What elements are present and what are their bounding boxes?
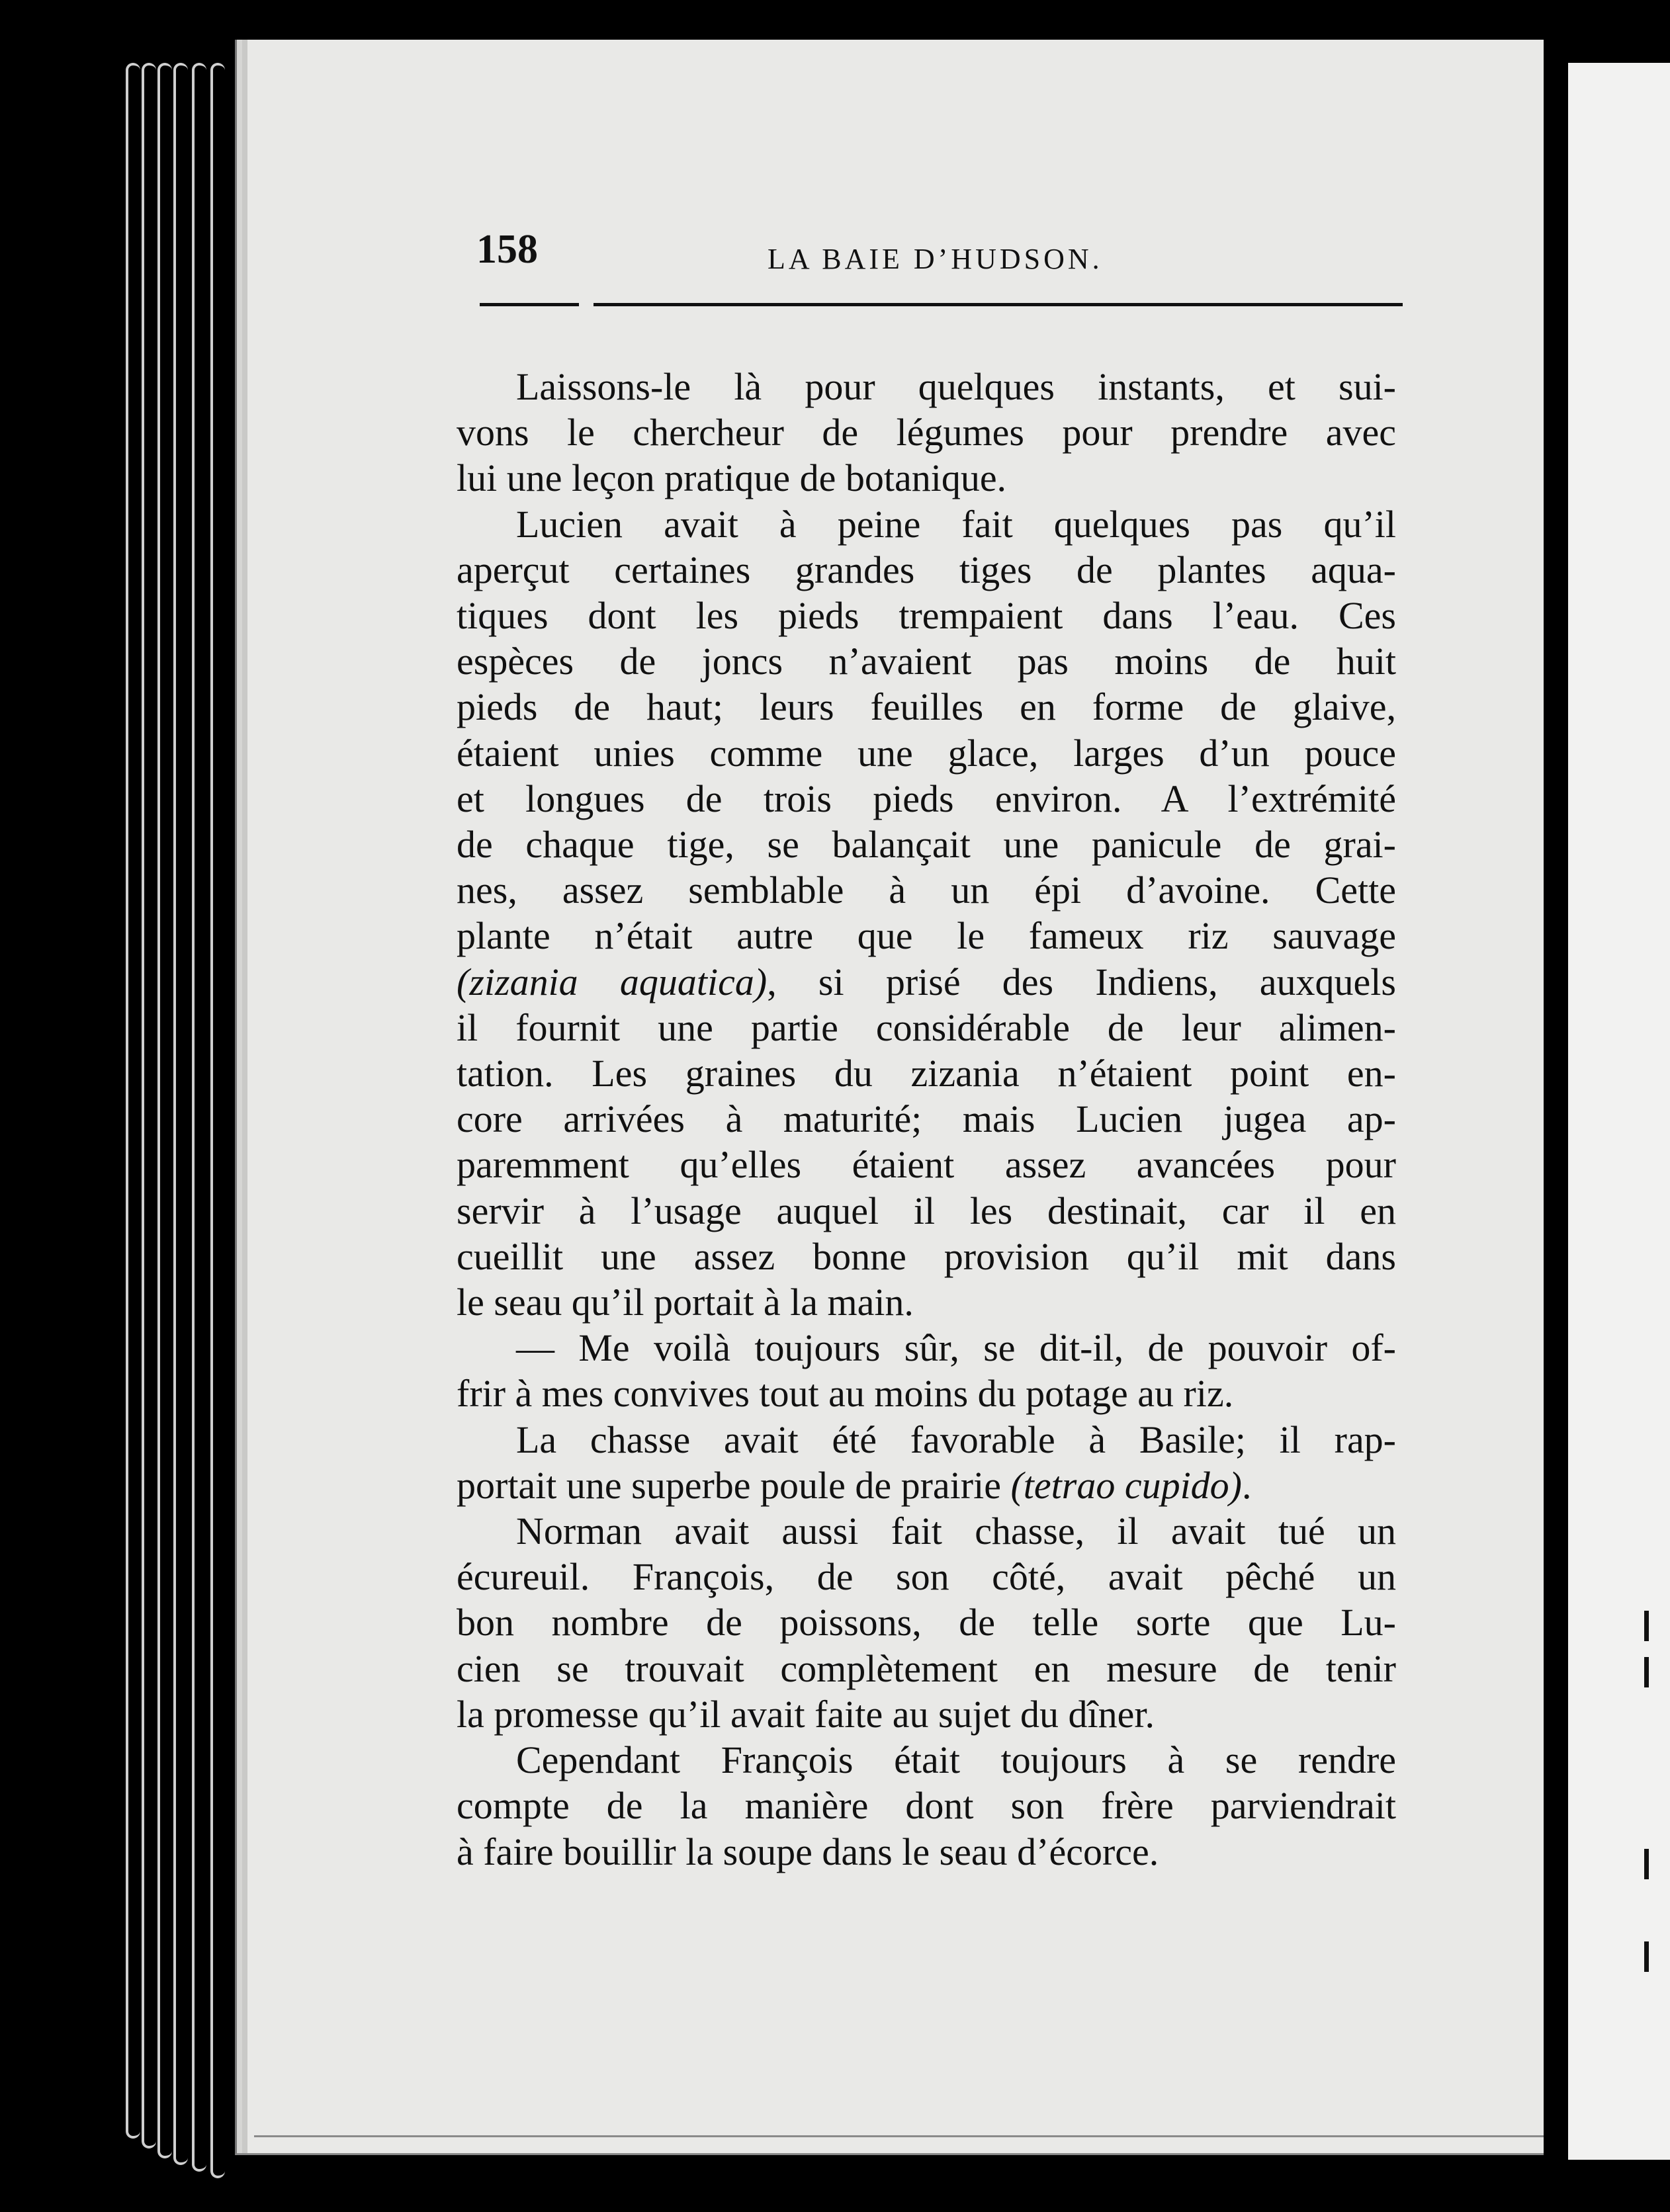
text-line: espèces de joncs n’avaient pas moins de huit (457, 640, 1396, 683)
text-line: et longues de trois pieds environ. A l’extrémité (457, 777, 1396, 820)
text-line: Lucien avait à peine fait quelques pas qu’il (516, 502, 1396, 546)
text-line: aperçut certaines grandes tiges de plantes aqua- (457, 548, 1396, 591)
page-edge (157, 63, 172, 2158)
text-line: écureuil. François, de son côté, avait pêché un (457, 1555, 1396, 1599)
latin-name: (zizania aquatica) (457, 960, 768, 1003)
facing-page-glyph (1644, 1657, 1669, 1687)
text-line: frir à mes convives tout au moins du potage au riz. (457, 1372, 1234, 1416)
facing-page-edge (1568, 63, 1670, 2160)
text-line: vons le chercheur de légumes pour prendre avec (457, 411, 1396, 454)
text-line: — Me voilà toujours sûr, se dit-il, de pouvoir of- (516, 1326, 1396, 1370)
paragraph (457, 1417, 1396, 1508)
text-line: le seau qu’il portait à la main. (457, 1281, 914, 1324)
text-line: cien se trouvait complètement en mesure de tenir (457, 1646, 1396, 1690)
text-line: pieds de haut; leurs feuilles en forme de glaive, (457, 685, 1396, 729)
running-head: LA BAIE D’HUDSON. (768, 243, 1103, 275)
page-number: 158 (476, 227, 538, 272)
page-edge (210, 63, 225, 2178)
facing-page-glyph (1644, 1611, 1669, 1641)
text-line: cueillit une assez bonne provision qu’il mit dans (457, 1234, 1396, 1278)
paragraph (457, 1508, 1396, 1737)
latin-name: (tetrao cupido) (1010, 1463, 1242, 1507)
text-line: La chasse avait été favorable à Basile; il rap- (516, 1418, 1396, 1461)
header-rule (480, 303, 1403, 306)
text-line: étaient unies comme une glace, larges d’un pouce (457, 731, 1396, 775)
facing-page-glyph (1644, 1849, 1669, 1879)
page-edge (192, 63, 206, 2172)
page-header (476, 226, 1416, 279)
text-line: Laissons-le là pour quelques instants, et sui- (516, 365, 1396, 408)
text-line: Cependant François était toujours à se rendre (516, 1738, 1396, 1782)
text-line: à faire bouillir la soupe dans le seau d’écorce. (457, 1830, 1159, 1873)
text-line: tation. Les graines du zizania n’étaient point en- (457, 1052, 1396, 1095)
text-line: de chaque tige, se balançait une panicule de grai- (457, 823, 1396, 867)
text-line: (zizania aquatica), si prisé des Indiens, auxquels (457, 960, 1396, 1003)
paragraph (457, 501, 1396, 1326)
body-text (457, 364, 1396, 1875)
paragraph (457, 364, 1396, 501)
text-line: portait une superbe poule de prairie (tetrao cupido). (457, 1463, 1252, 1507)
text-line: plante n’était autre que le fameux riz sauvage (457, 914, 1396, 958)
text-line: paremment qu’elles étaient assez avancées pour (457, 1143, 1396, 1187)
page-edge (142, 63, 156, 2148)
page-edge (173, 63, 188, 2165)
text-line: la promesse qu’il avait faite au sujet du dîner. (457, 1692, 1155, 1736)
text-line: tiques dont les pieds trempaient dans l’eau. Ces (457, 594, 1396, 638)
page-edge (126, 63, 140, 2139)
text-line: Norman avait aussi fait chasse, il avait tué un (516, 1510, 1396, 1553)
text-line: servir à l’usage auquel il les destinait, car il en (457, 1189, 1396, 1232)
text-line: compte de la manière dont son frère parviendrait (457, 1784, 1396, 1828)
text-line: il fournit une partie considérable de leur alimen- (457, 1005, 1396, 1049)
facing-page-glyph (1644, 1941, 1669, 1972)
text-line: nes, assez semblable à un épi d’avoine. Cette (457, 869, 1396, 912)
paragraph (457, 1325, 1396, 1416)
text-line: lui une leçon pratique de botanique. (457, 456, 1007, 500)
text-line: core arrivées à maturité; mais Lucien jugea ap- (457, 1097, 1396, 1141)
text-line: bon nombre de poissons, de telle sorte que Lu- (457, 1601, 1396, 1644)
paragraph (457, 1737, 1396, 1875)
